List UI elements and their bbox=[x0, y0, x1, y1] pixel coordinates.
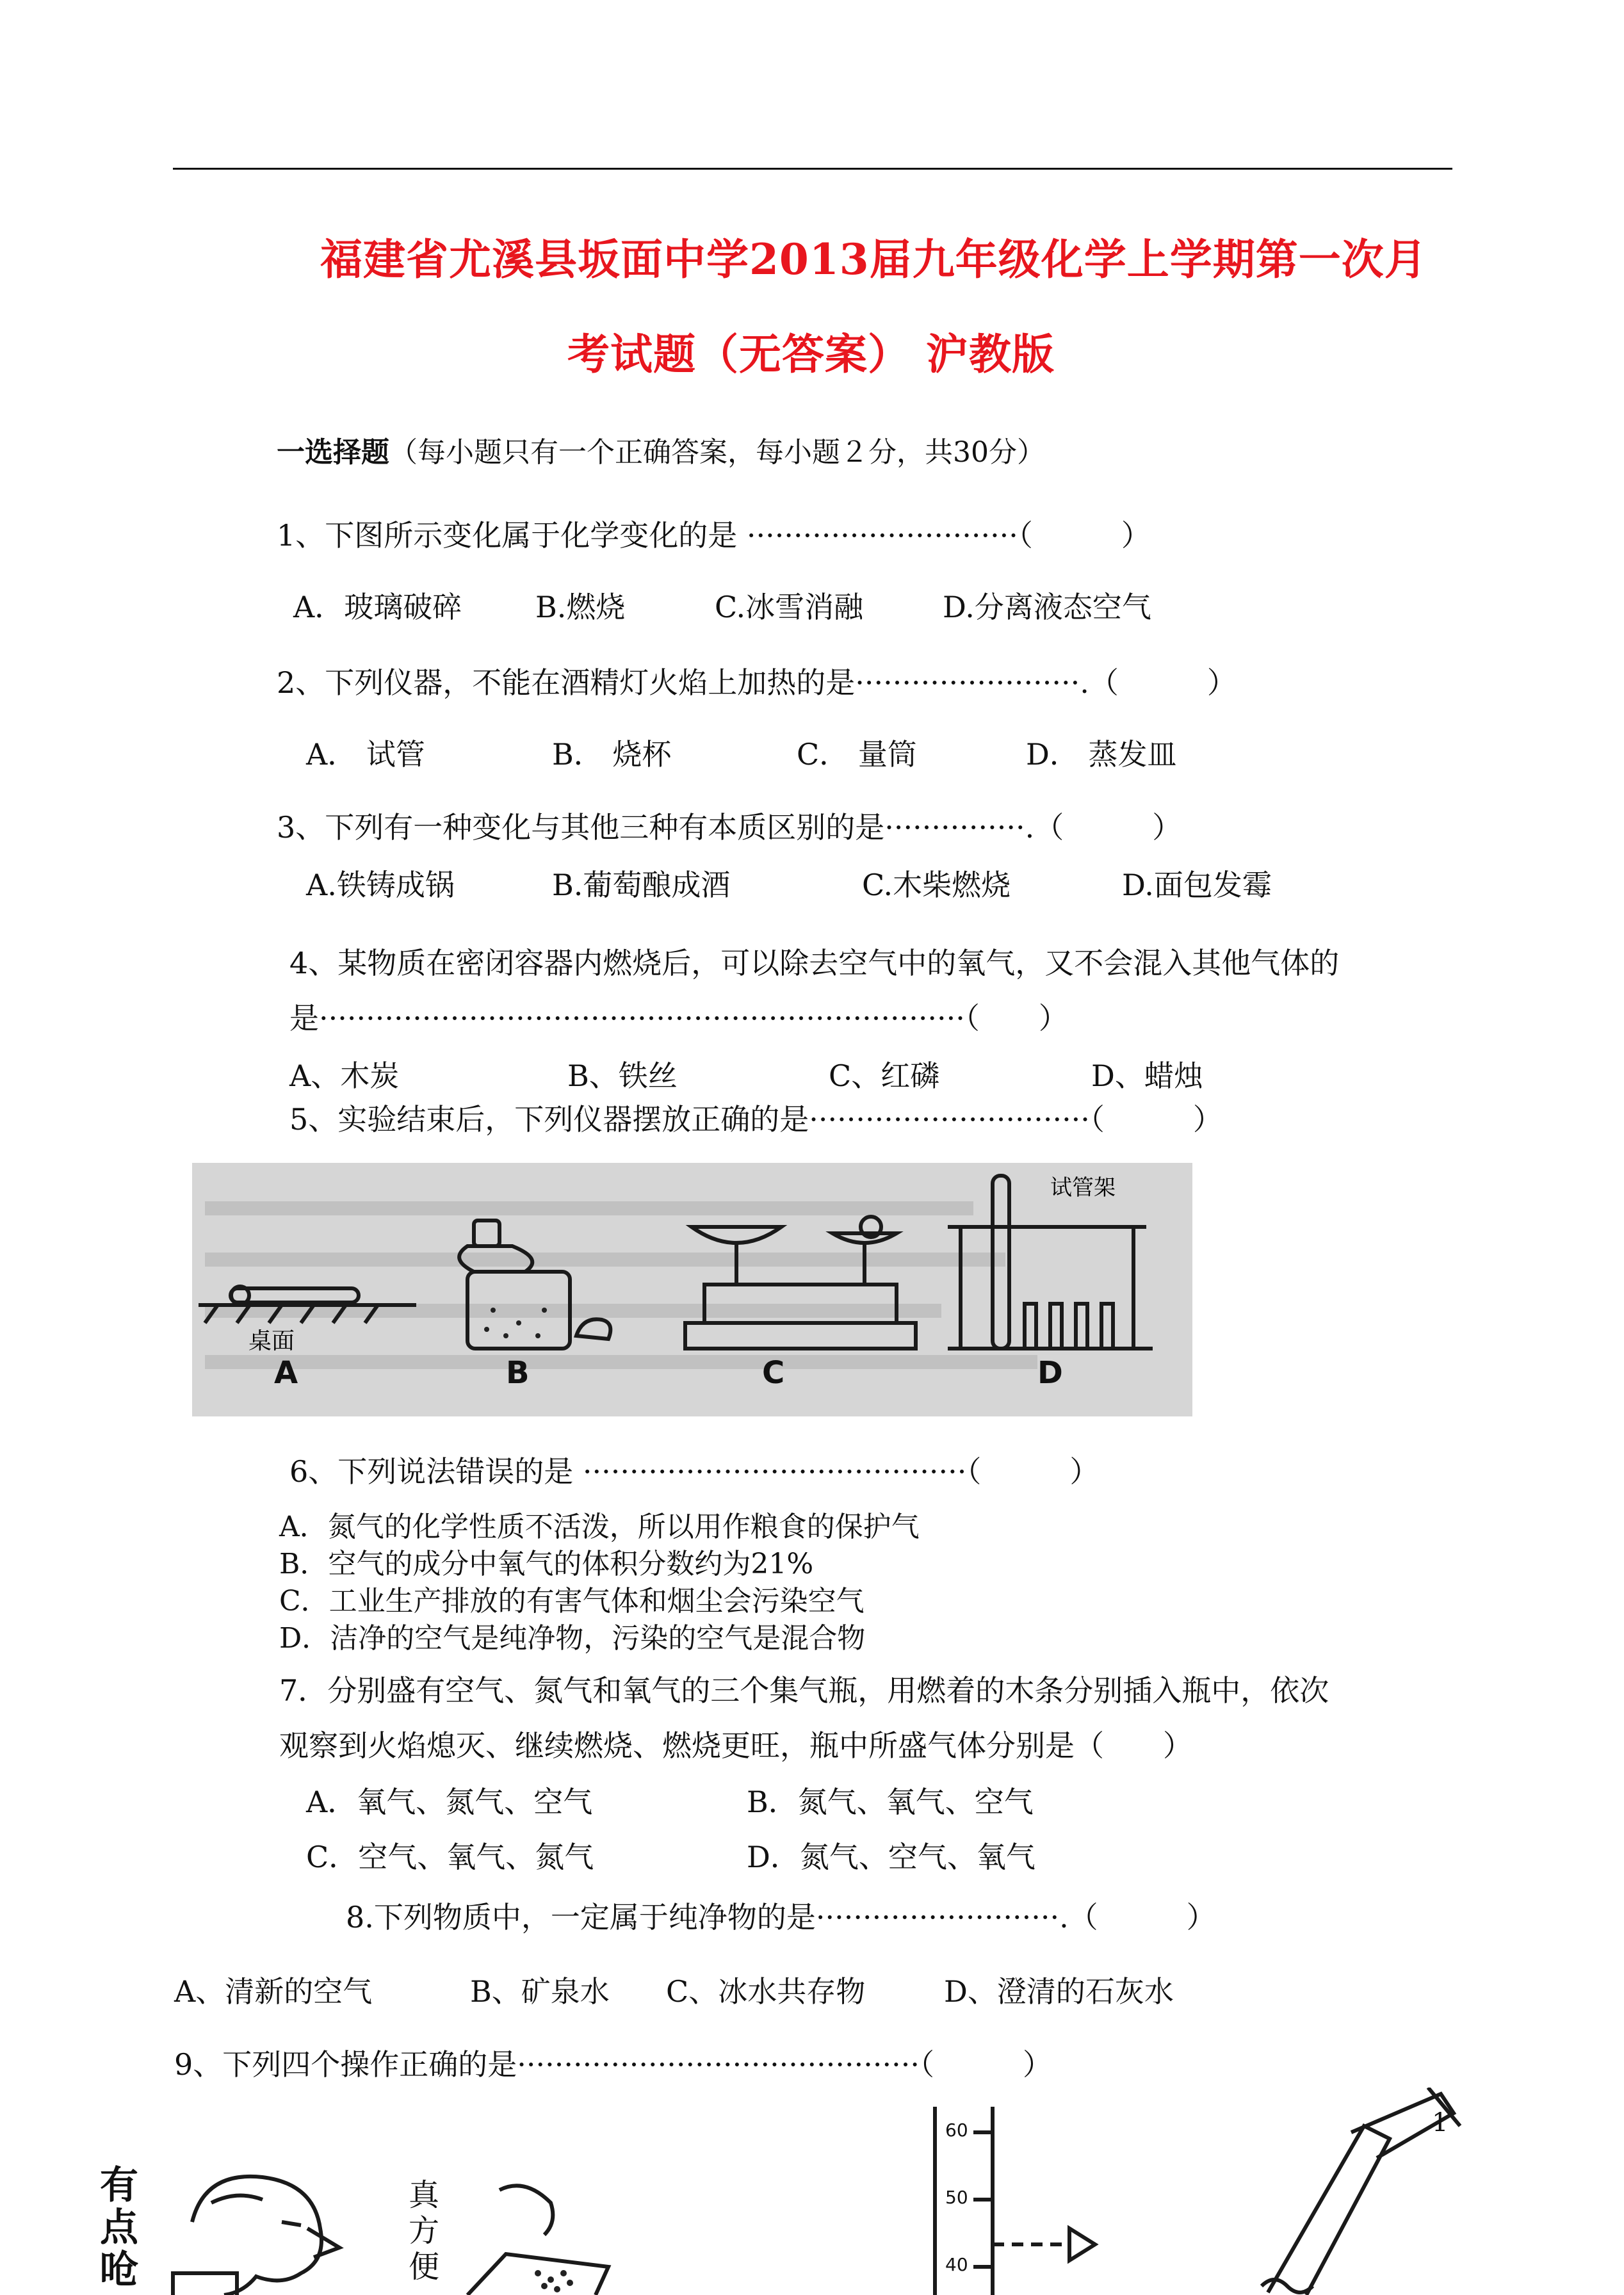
q4-stem-line1: 4、某物质在密闭容器内燃烧后，可以除去空气中的氧气，又不会混入其他气体的 bbox=[289, 946, 1340, 980]
q7-option-a: A．氧气、氮气、空气 bbox=[306, 1785, 593, 1819]
q9-fig-b-char-3: 便 bbox=[409, 2249, 440, 2285]
q9-fig-b-char-1: 真 bbox=[409, 2177, 440, 2213]
q9-fig-b-hand bbox=[403, 2177, 711, 2295]
q6-option-a: A．氮气的化学性质不活泼，所以用作粮食的保护气 bbox=[279, 1511, 920, 1543]
q2-option-b: B． 烧杯 bbox=[552, 737, 672, 772]
section-heading: 一选择题 bbox=[277, 436, 389, 469]
q1-stem: 1、下图所示变化属于化学变化的是 ·····························（ ） bbox=[277, 518, 1151, 553]
q3-stem: 3、下列有一种变化与其他三种有本质区别的是···············.（ ） bbox=[277, 810, 1182, 845]
q9-fig-c-tick-40: 40 bbox=[945, 2254, 968, 2275]
q3-option-c: C.木柴燃烧 bbox=[862, 868, 1011, 902]
q6-stem: 6、下列说法错误的是 ·········································（ ） bbox=[289, 1454, 1100, 1489]
q9-figure-c-cylinder bbox=[909, 2107, 1114, 2295]
q5-figure bbox=[192, 1163, 1192, 1416]
q1-option-a: A．玻璃破碎 bbox=[293, 590, 462, 624]
q9-fig-a-char-3: 呛 bbox=[100, 2248, 138, 2292]
q7-option-b: B．氮气、氧气、空气 bbox=[747, 1785, 1034, 1819]
q4-option-c: C、红磷 bbox=[829, 1058, 940, 1093]
q9-fig-c-graduated-cylinder bbox=[909, 2107, 1114, 2295]
q4-option-b: B、铁丝 bbox=[567, 1058, 678, 1093]
q3-option-a: A.铁铸成锅 bbox=[306, 868, 455, 902]
q5-fig-label-c: C bbox=[762, 1355, 785, 1391]
q2-option-a: A． 试管 bbox=[306, 737, 425, 772]
q5-fig-desk-label: 桌面 bbox=[248, 1328, 295, 1354]
q1-option-c: C.冰雪消融 bbox=[715, 590, 864, 624]
q7-option-c: C．空气、氧气、氮气 bbox=[306, 1840, 594, 1874]
q4-stem-line2: 是·····································································（ ） bbox=[289, 1001, 1068, 1035]
q4-option-a: A、木炭 bbox=[289, 1058, 400, 1093]
q5-fig-b-bottle bbox=[459, 1220, 610, 1349]
q5-fig-label-a: A bbox=[274, 1355, 298, 1391]
q9-figure-b-handful bbox=[403, 2177, 711, 2295]
q3-option-b: B.葡萄酿成酒 bbox=[552, 868, 731, 902]
q6-option-b: B．空气的成分中氧气的体积分数约为21% bbox=[279, 1548, 814, 1580]
q1-option-d: D.分离液态空气 bbox=[943, 590, 1151, 624]
q5-fig-rack-label: 试管架 bbox=[1050, 1175, 1116, 1201]
q6-option-c: C．工业生产排放的有害气体和烟尘会污染空气 bbox=[279, 1585, 865, 1618]
q9-figure-a-smell bbox=[96, 2164, 429, 2295]
doc-title-line2: 考试题（无答案） 沪教版 bbox=[567, 329, 1055, 379]
q9-fig-d-tube-and-bottle bbox=[1249, 2088, 1518, 2295]
doc-title-line1: 福建省尤溪县坂面中学2013届九年级化学上学期第一次月 bbox=[320, 234, 1427, 284]
q5-stem: 5、实验结束后，下列仪器摆放正确的是······························（ ） bbox=[289, 1102, 1222, 1137]
section-header bbox=[277, 429, 1045, 470]
q8-option-c: C、冰水共存物 bbox=[666, 1974, 866, 2009]
q9-fig-b-char-2: 方 bbox=[409, 2213, 440, 2249]
q9-fig-c-tick-50: 50 bbox=[945, 2187, 968, 2208]
q7-stem-line1: 7．分别盛有空气、氮气和氧气的三个集气瓶，用燃着的木条分别插入瓶中，依次 bbox=[279, 1673, 1329, 1708]
q2-stem: 2、下列仪器，不能在酒精灯火焰上加热的是························.（ ） bbox=[277, 665, 1237, 700]
q9-fig-a-char-1: 有 bbox=[100, 2164, 138, 2208]
q9-fig-c-tick-60: 60 bbox=[945, 2120, 968, 2141]
q8-option-d: D、澄清的石灰水 bbox=[944, 1974, 1174, 2009]
q9-stem: 9、下列四个操作正确的是···········································（ ） bbox=[174, 2047, 1053, 2082]
q6-option-d: D．洁净的空气是纯净物，污染的空气是混合物 bbox=[279, 1622, 866, 1655]
q7-option-d: D．氮气、空气、氧气 bbox=[747, 1840, 1035, 1874]
q8-option-a: A、清新的空气 bbox=[174, 1974, 373, 2009]
page-number: 1 bbox=[1432, 2108, 1449, 2137]
q2-option-c: C． 量筒 bbox=[797, 737, 917, 772]
q7-stem-line2: 观察到火焰熄灭、继续燃烧、燃烧更旺，瓶中所盛气体分别是（ ） bbox=[279, 1728, 1192, 1763]
q8-stem: 8.下列物质中，一定属于纯净物的是··························.（ ） bbox=[346, 1900, 1216, 1934]
q3-option-d: D.面包发霉 bbox=[1122, 868, 1272, 902]
section-note: （每小题只有一个正确答案，每小题２分，共30分） bbox=[389, 436, 1045, 469]
q9-fig-a-face bbox=[96, 2164, 429, 2295]
q4-option-d: D、蜡烛 bbox=[1091, 1058, 1203, 1093]
header-rule bbox=[173, 168, 1452, 170]
q2-option-d: D． 蒸发皿 bbox=[1026, 737, 1177, 772]
q5-fig-label-b: B bbox=[506, 1355, 530, 1391]
q8-option-b: B、矿泉水 bbox=[470, 1974, 610, 2009]
q9-fig-a-char-2: 点 bbox=[100, 2205, 138, 2250]
q5-fig-c-balance bbox=[685, 1217, 916, 1349]
q5-fig-label-d: D bbox=[1037, 1355, 1063, 1391]
q9-figure-d-pouring bbox=[1249, 2088, 1518, 2295]
q1-option-b: B.燃烧 bbox=[535, 590, 626, 624]
